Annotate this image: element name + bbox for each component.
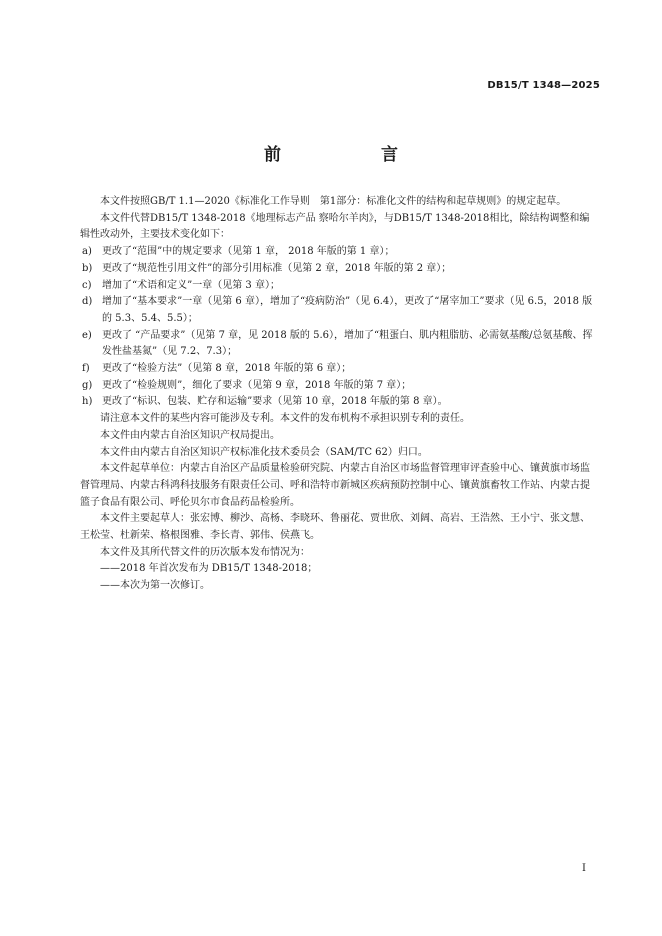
list-item [80,394,594,411]
paragraph-version-history-intro: 本文件及其所代替文件的历次版本发布情况为： [100,546,310,558]
page-title: 前 言 [264,145,420,165]
list-item-text: 增加了“基本要求”一章（见第 6 章），增加了“疫病防治”（见 6.4），更改了“屠宰加工”要求（见 6.5，2018 版的 5.3、5.4、5.5）； [102,296,593,324]
list-item-label: e) [82,329,92,341]
list-item-text: 更改了 “产品要求”（见第 7 章，见 2018 版的 5.6），增加了“粗蛋白、肌内粗脂肪、必需氨基酸/总氨基酸、挥发性盐基氮”（见 7.2、7.3）； [102,329,593,358]
paragraph-drafters: 本文件主要起草人：张宏博、柳沙、高杨、李晓环、鲁丽花、贾世欣、刘阔、高岩、王浩然、王小宁、张文慧、王松莹、杜新荣、格根图雅、李长青、郭伟、侯燕飞。 [80,513,590,542]
paragraph-drafting-basis: 本文件按照GB/T 1.1—2020《标准化工作导则 第1部分：标准化文件的结构和起草规则》的规定起草。 [100,196,567,207]
history-item: ——本次为第一次修订。 [100,580,210,592]
list-item-label: g) [82,379,93,391]
paragraph-patent-notice: 请注意本文件的某些内容可能涉及专利。本文件的发布机构不承担识别专利的责任。 [100,413,470,425]
list-item-label: a) [82,246,92,258]
list-item [80,261,594,278]
list-item-label: h) [82,396,93,408]
list-item [80,278,594,295]
list-item-label: c) [82,279,92,291]
list-item-text: 增加了“术语和定义”一章（见第 3 章）； [102,279,280,291]
list-item-text: 更改了“范围”中的规定要求（见第 1 章， 2018 年版的第 1 章）； [102,246,395,258]
foreword-body [80,194,594,595]
list-item-text: 更改了“检验规则”，细化了要求（见第 9 章，2018 年版的第 7 章）； [102,379,412,391]
paragraph-drafting-units: 本文件起草单位：内蒙古自治区产品质量检验研究院、内蒙古自治区市场监督管理审评查验中心、镶黄旗市场监督管理局、内蒙古科鸿科技服务有限责任公司、呼和浩特市新城区疾病预防控制中心、镶黄旗畜牧工作站、内蒙古提篮子食品有限公司、呼伦贝尔市食品药品检验所。 [80,463,590,508]
paragraph-replacement-note: 本文件代替DB15/T 1348-2018《地理标志产品 察哈尔羊肉》，与DB15/T 1348-2018相比，除结构调整和编辑性改动外，主要技术变化如下： [80,212,590,241]
list-item [80,378,594,395]
paragraph-proposer: 本文件由内蒙古自治区知识产权局提出。 [100,429,280,441]
history-item: ——2018 年首次发布为 DB15/T 1348-2018； [100,563,318,575]
list-item-text: 更改了“标识、包装、贮存和运输”要求（见第 10 章，2018 年版的第 8 章）。 [102,396,448,408]
page-number: I [582,863,586,874]
list-item [80,328,594,361]
list-item-label: f) [82,363,90,375]
list-item-text: 更改了“检验方法”（见第 8 章，2018 年版的第 6 章）； [102,363,352,375]
list-item [80,294,594,327]
list-item [80,361,594,378]
paragraph-technical-committee: 本文件由内蒙古自治区知识产权标准化技术委员会（SAM/TC 62）归口。 [100,446,428,458]
list-item-label: d) [82,296,93,308]
document-code: DB15/T 1348—2025 [487,80,600,91]
list-item [80,244,594,261]
list-item-text: 更改了“规范性引用文件”的部分引用标准（见第 2 章，2018 年版的第 2 章）； [102,262,452,274]
change-list [80,244,594,411]
list-item-label: b) [82,262,93,274]
